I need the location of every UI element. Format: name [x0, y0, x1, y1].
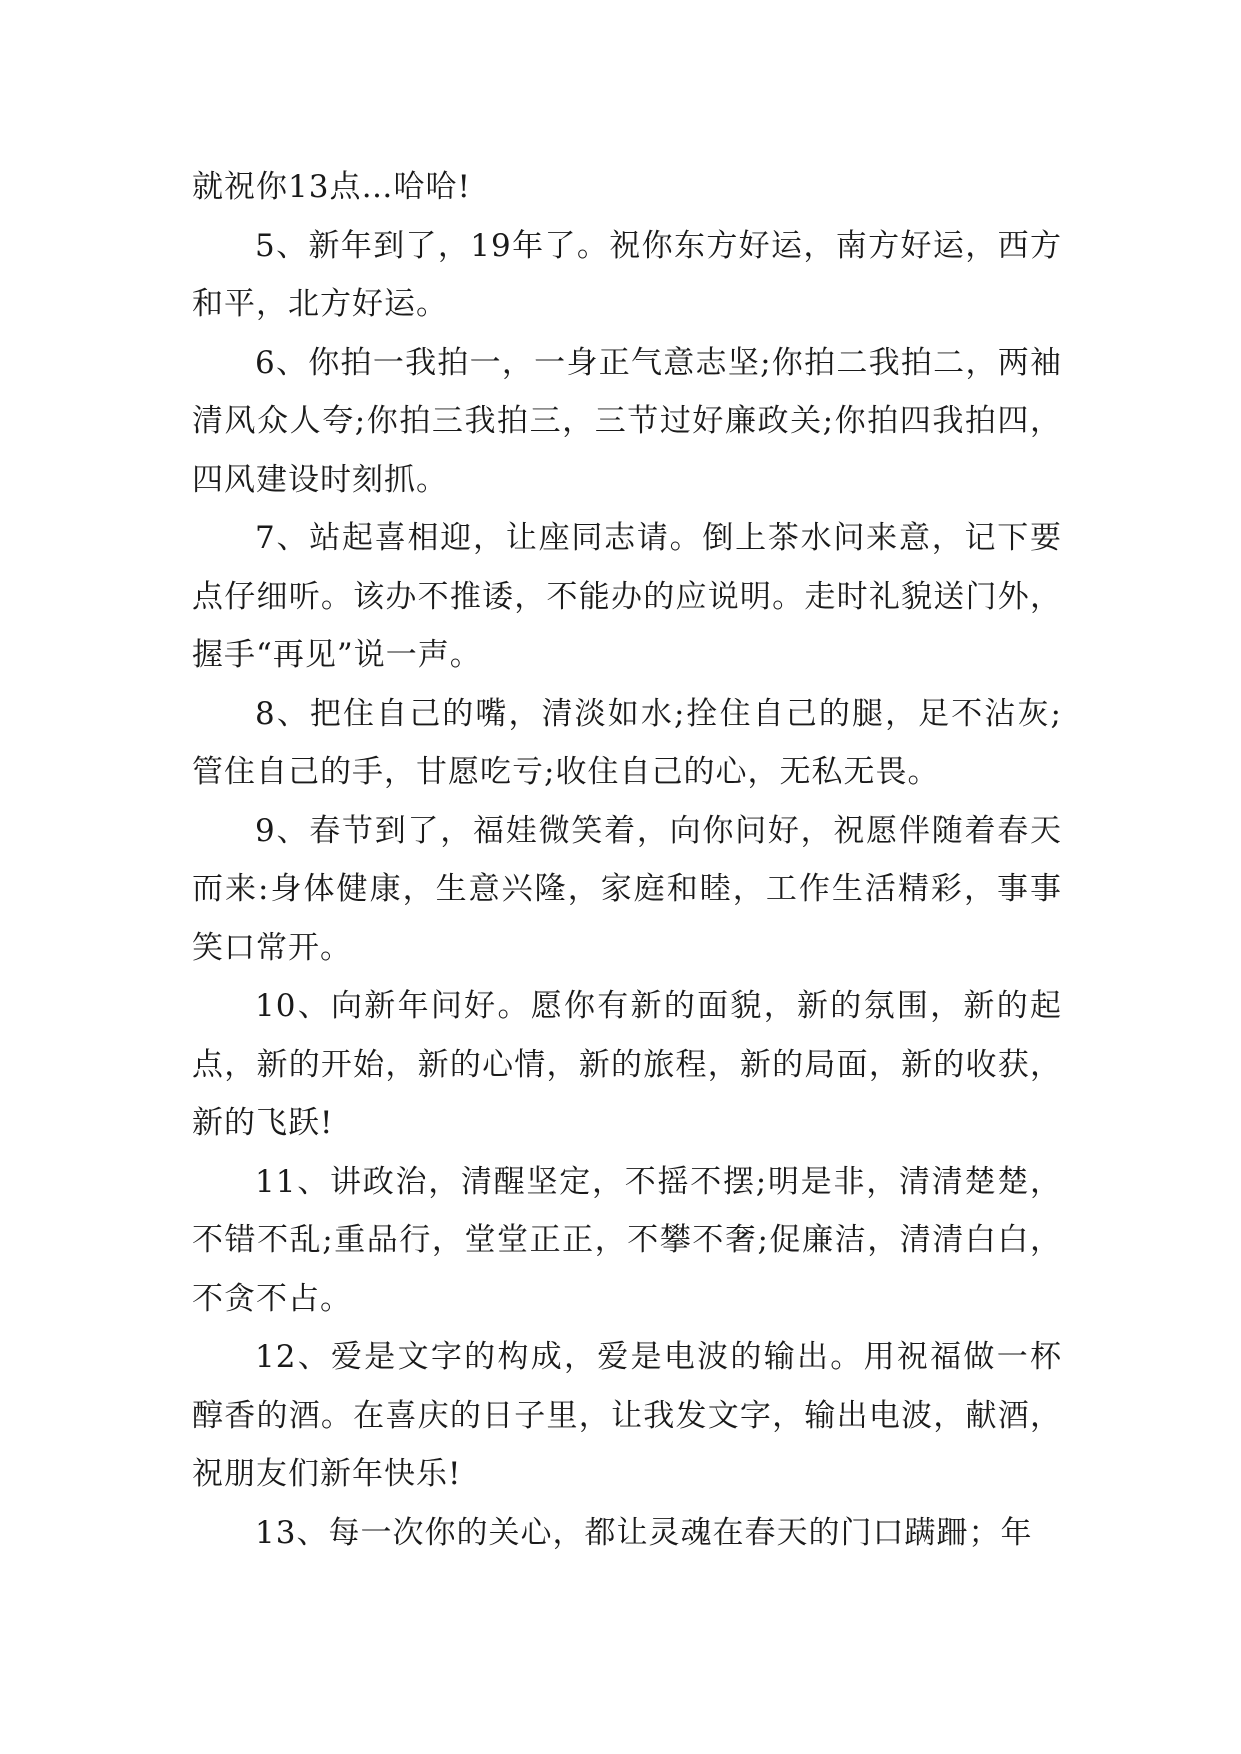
paragraph-item-13: 13、每一次你的关心，都让灵魂在春天的门口蹒跚；年 — [255, 1514, 1033, 1551]
paragraph-continuation: 就祝你13点…哈哈! — [192, 169, 471, 205]
paragraph-item-8: 8、把住自己的嘴，清淡如水;拴住自己的腿，足不沾灰;管住自己的手，甘愿吃亏;收住自己的心，无私无畏。 — [192, 695, 1062, 790]
paragraph-item-12: 12、爱是文字的构成，爱是电波的输出。用祝福做一杯醇香的酒。在喜庆的日子里，让我发文字，输出电波，献酒，祝朋友们新年快乐! — [192, 1339, 1062, 1492]
paragraph-item-5: 5、新年到了，19年了。祝你东方好运，南方好运，西方和平，北方好运。 — [192, 227, 1062, 322]
paragraph-item-10: 10、向新年问好。愿你有新的面貌，新的氛围，新的起点，新的开始，新的心情，新的旅程，新的局面，新的收获，新的飞跃! — [192, 988, 1062, 1141]
paragraph-item-6: 6、你拍一我拍一，一身正气意志坚;你拍二我拍二，两袖清风众人夸;你拍三我拍三，三节过好廉政关;你拍四我拍四，四风建设时刻抓。 — [192, 344, 1062, 498]
paragraph-item-9: 9、春节到了，福娃微笑着，向你问好，祝愿伴随着春天而来:身体健康，生意兴隆，家庭和睦，工作生活精彩，事事笑口常开。 — [192, 812, 1062, 966]
paragraph-item-7: 7、站起喜相迎，让座同志请。倒上茶水问来意，记下要点仔细听。该办不推诿，不能办的应说明。走时礼貌送门外，握手“再见”说一声。 — [192, 520, 1062, 673]
paragraph-item-11: 11、讲政治，清醒坚定，不摇不摆;明是非，清清楚楚，不错不乱;重品行，堂堂正正，不攀不奢;促廉洁，清清白白，不贪不占。 — [192, 1163, 1062, 1317]
document-body — [192, 158, 1062, 1562]
